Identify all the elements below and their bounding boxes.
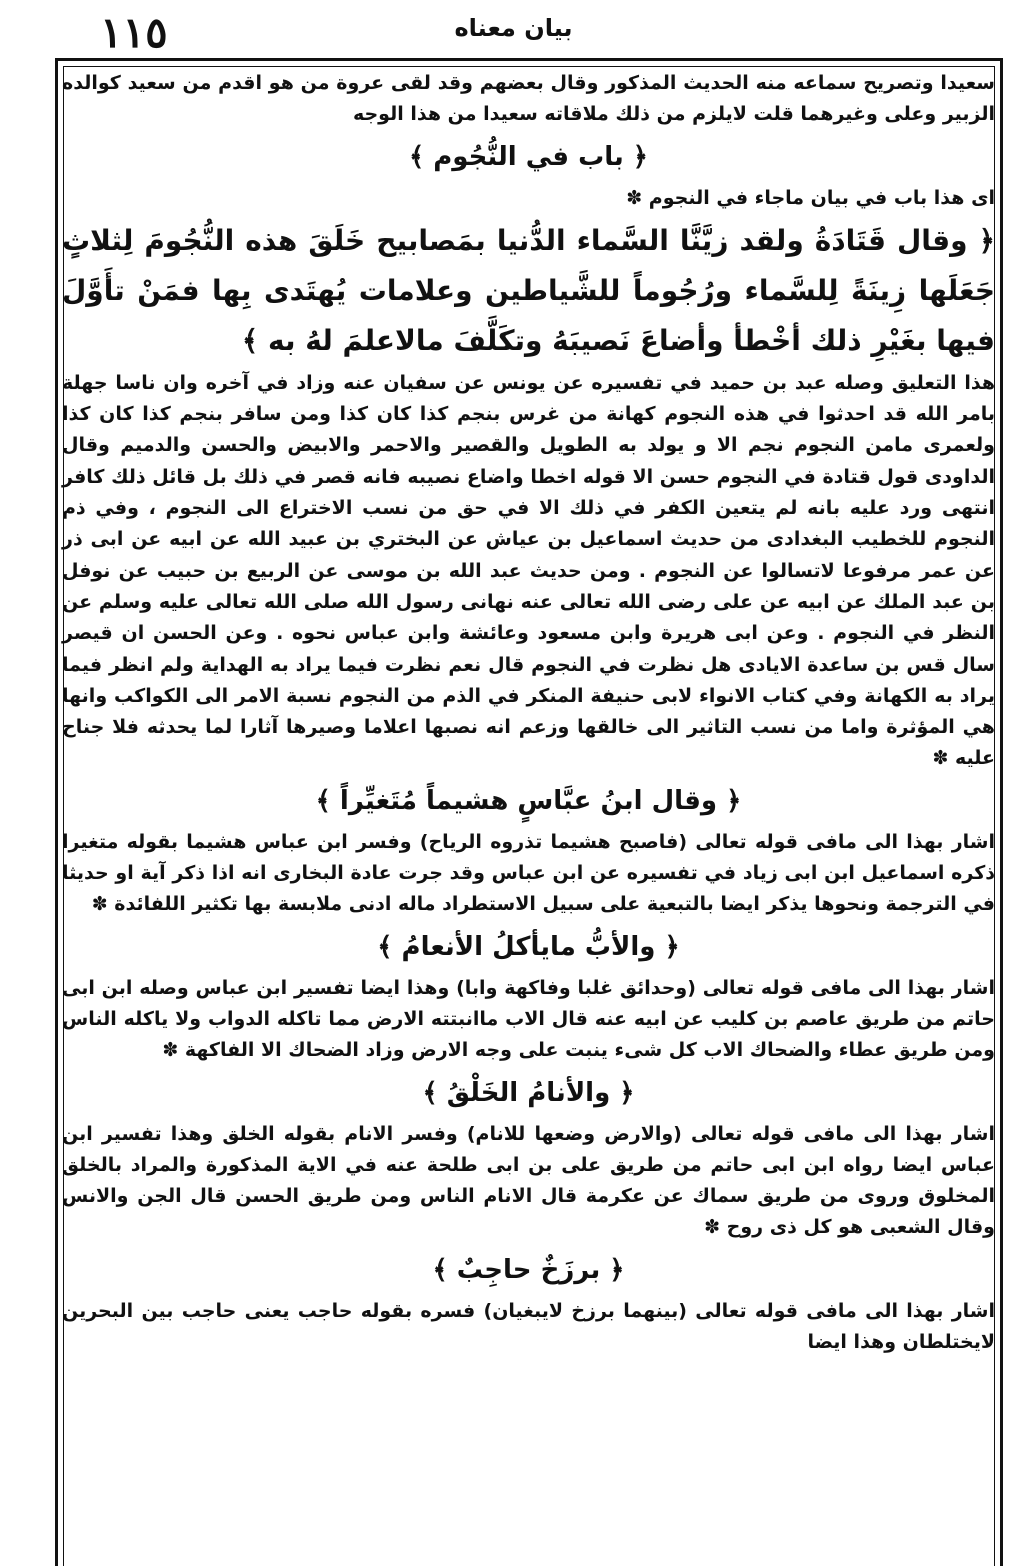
paragraph-commentary-anam: اشار بهذا الى مافى قوله تعالى (والارض وضعها للانام) وفسر الانام بقوله الخلق وهذا تفسير ابن عباس ايضا رواه ابن ابى حاتم من طريق على بن ابى طلحة عنه في الاية المذكورة والمراد بالخلق المخلوق وروى من طريق سماك عن عكرمة قال الانام الناس ومن طريق الحسن قال الجن والانس وقال الشعبى هو كل ذى روح ✽ xyxy=(62,1122,995,1239)
section-heading-barzakh: ﴿ برزَخٌ حاجِبٌ ﴾ xyxy=(432,1254,625,1285)
paragraph-continuation: سعيدا وتصريح سماعه منه الحديث المذكور وقال بعضهم وقد لقى عروة من هو اقدم من سعيد كوالده الزبير وعلى وغيرهما قلت لايلزم من ذلك ملاقاته سعيدا من هذا الوجه xyxy=(62,72,995,126)
quoted-text-qatada: ﴿ وقال قَتَادَةُ ولقد زيَّنَّا السَّماء الدُّنيا بمَصابيح خَلَقَ هذه النُّجُومَ لِثلاثٍ جَعَلَها زِينَةً لِلسَّماء ورُجُوماً للشَّياطين وعلامات يُهتَدى بِها فمَنْ تأَوَّلَ فيها بغَيْرِ ذلك أخْطأ وأضاعَ نَصيبَهُ وتكَلَّفَ مالاعلمَ لهُ به ﴾ xyxy=(62,223,995,357)
paragraph-chapter-intro: اى هذا باب في بيان ماجاء في النجوم ✽ xyxy=(626,186,995,209)
section-heading-abb: ﴿ والأبُّ مايأكلُ الأنعامُ ﴾ xyxy=(377,931,680,962)
paragraph-commentary-nujum: هذا التعليق وصله عبد بن حميد في تفسيره عن يونس عن سفيان عنه وزاد في آخره وان ناسا جهلة بامر الله قد احدثوا في هذه النجوم كهانة من غرس بنجم كذا كان كذا ومن سافر بنجم كذا كان كذا ولعمرى مامن النجوم نجم الا و يولد به الطويل والقصير والاحمر والابيض والحسن والدميم وقال الداودى قول قتادة في النجوم حسن الا قوله اخطا واضاع نصيبه فانه قصر في ذلك بل قائل ذلك كافر انتهى ورد عليه بانه لم يتعين الكفر في ذلك الا في حق من نسب الاختراع الى النجوم ، وفي ذم النجوم للخطيب البغدادى من حديث اسماعيل بن عياش عن البختري بن عبيد الله عن ابيه عن ابى ذر عن عمر مرفوعا لاتسالوا عن النجوم . ومن حديث عبد الله بن موسى عن الربيع بن حبيب عن نوفل بن عبد الملك عن ابيه عن على رضى الله تعالى عنه نهانى رسول الله صلى الله تعالى عليه وسلم عن النظر في النجوم . وعن ابى هريرة وابن مسعود وعائشة وابن عباس نحوه . وعن الحسن ان قيصر سال قس بن ساعدة الايادى هل نظرت في النجوم قال نعم نظرت فيما يراد به الهداية ولم انظر فيما يراد به الكهانة وفي كتاب الانواء لابى حنيفة المنكر في الذم من النجوم نسبة الامر الى الكواكب وانها هي المؤثرة واما من نسب التاثير الى خالقها وزعم انه نصبها اعلاما وصيرها آثارا لما يحدثه فلا جناح عليه ✽ xyxy=(62,371,995,770)
chapter-heading: ﴿ باب في النُّجُوم ﴾ xyxy=(408,141,649,172)
paragraph-commentary-barzakh: اشار بهذا الى مافى قوله تعالى (بينهما برزخ لايبغيان) فسره بقوله حاجب يعنى حاجب بين البحرين لايختلطان وهذا ايضا xyxy=(62,1299,995,1354)
page-number: ١١٥ xyxy=(100,8,168,57)
page-body xyxy=(62,68,995,1358)
paragraph-commentary-abb: اشار بهذا الى مافى قوله تعالى (وحدائق غلبا وفاكهة وابا) وهذا ايضا تفسير ابن عباس وصله ابن ابى حاتم من طريق عاصم بن كليب عن ابيه عنه قال الاب ماانبتته الارض مما تاكله الدواب ولا ياكله الناس ومن طريق عطاء والضحاك الاب كل شىء ينبت على وجه الارض وزاد الضحاك الا الفاكهة ✽ xyxy=(62,976,995,1062)
paragraph-commentary-hashim: اشار بهذا الى مافى قوله تعالى (فاصبح هشيما تذروه الرياح) وفسر ابن عباس هشيما بقوله متغيرا ذكره اسماعيل ابن ابى زياد في تفسيره عن ابن عباس وقد جرت عادة البخارى انه اذا ذكر آية او حديثا في الترجمة ونحوها يذكر ايضا بالتبعية على سبيل الاستطراد ماله ادنى ملابسة بها تكثير اللفائدة ✽ xyxy=(62,830,995,916)
section-heading-anam: ﴿ والأنامُ الخَلْقُ ﴾ xyxy=(422,1077,635,1108)
section-heading-hashim: ﴿ وقال ابنُ عبَّاسٍ هشيماً مُتَغيِّراً ﴾ xyxy=(315,785,742,816)
running-head: بيان معناه xyxy=(454,14,573,42)
